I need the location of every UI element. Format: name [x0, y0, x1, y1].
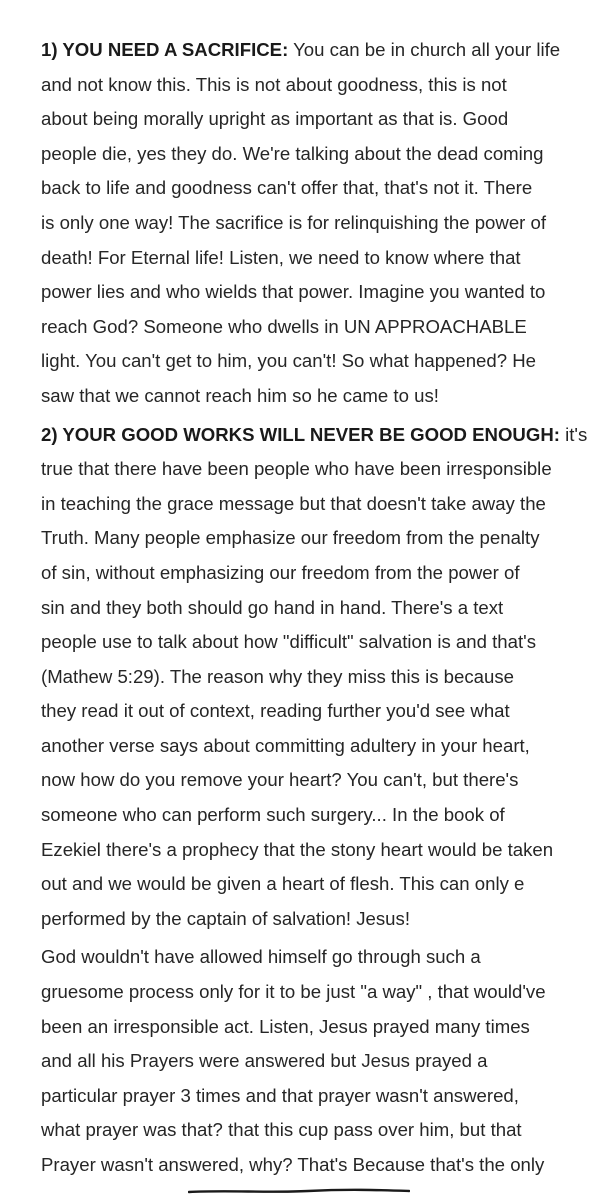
text-line: people die, yes they do. We're talking about the dead coming	[41, 142, 544, 164]
text-line: and not know this. This is not about goodness, this is not	[41, 73, 507, 95]
document-body	[41, 33, 588, 1187]
text-line: now how do you remove your heart? You can't, but there's	[41, 769, 519, 791]
text-line: power lies and who wields that power. Imagine you wanted to	[41, 281, 546, 303]
heading-you-need-a-sacrifice: 1) YOU NEED A SACRIFICE:	[41, 39, 289, 60]
text-line: (Mathew 5:29). The reason why they miss this is because	[41, 665, 514, 687]
text-line: reach God? Someone who dwells in UN APPROACHABLE	[41, 315, 527, 337]
text-line: about being morally upright as important as that is. Good	[41, 108, 509, 130]
text-line: performed by the captain of salvation! Jesus!	[41, 907, 410, 929]
text-line: and all his Prayers were answered but Jesus prayed a	[41, 1050, 488, 1072]
text-line: particular prayer 3 times and that prayer wasn't answered,	[41, 1084, 519, 1106]
handwritten-strike-through	[188, 1187, 410, 1195]
text-line: gruesome process only for it to be just "a way" , that would've	[41, 981, 546, 1003]
text-line: they read it out of context, reading further you'd see what	[41, 700, 510, 722]
text-line: saw that we cannot reach him so he came to us!	[41, 384, 439, 406]
text-line: another verse says about committing adultery in your heart,	[41, 734, 530, 756]
text-line: someone who can perform such surgery... In the book of	[41, 804, 505, 826]
text-line: in teaching the grace message but that doesn't take away the	[41, 492, 546, 514]
paragraph-good-works	[41, 418, 588, 937]
text-line: Truth. Many people emphasize our freedom from the penalty	[41, 527, 540, 549]
text-line: of sin, without emphasizing our freedom from the power of	[41, 561, 520, 583]
paragraph-sacrifice	[41, 33, 571, 414]
text-line: light. You can't get to him, you can't! So what happened? He	[41, 350, 537, 372]
text-line: death! For Eternal life! Listen, we need to know where that	[41, 246, 521, 268]
text-line: what prayer was that? that this cup pass over him, but that	[41, 1119, 522, 1141]
body-text: You can be in church all your life	[288, 39, 561, 60]
text-line: is only one way! The sacrifice is for relinquishing the power of	[41, 211, 547, 233]
text-line: Ezekiel there's a prophecy that the stony heart would be taken	[41, 838, 554, 860]
text-line: out and we would be given a heart of flesh. This can only e	[41, 873, 525, 895]
text-line: people use to talk about how "difficult" salvation is and that's	[41, 631, 536, 653]
heading-good-works-never-enough: 2) YOUR GOOD WORKS WILL NEVER BE GOOD ENOUGH:	[41, 423, 560, 445]
text-line: back to life and goodness can't offer that, that's not it. There	[41, 177, 533, 199]
paragraph-closing	[41, 940, 571, 1182]
text-line: true that there have been people who have been irresponsible	[41, 458, 552, 480]
body-text: it's	[559, 423, 588, 445]
text-line: God wouldn't have allowed himself go through such a	[41, 946, 481, 968]
text-line: sin and they both should go hand in hand. There's a text	[41, 596, 504, 618]
text-line: been an irresponsible act. Listen, Jesus prayed many times	[41, 1015, 530, 1037]
text-line: Prayer wasn't answered, why? That's Because that's the only	[41, 1154, 545, 1175]
